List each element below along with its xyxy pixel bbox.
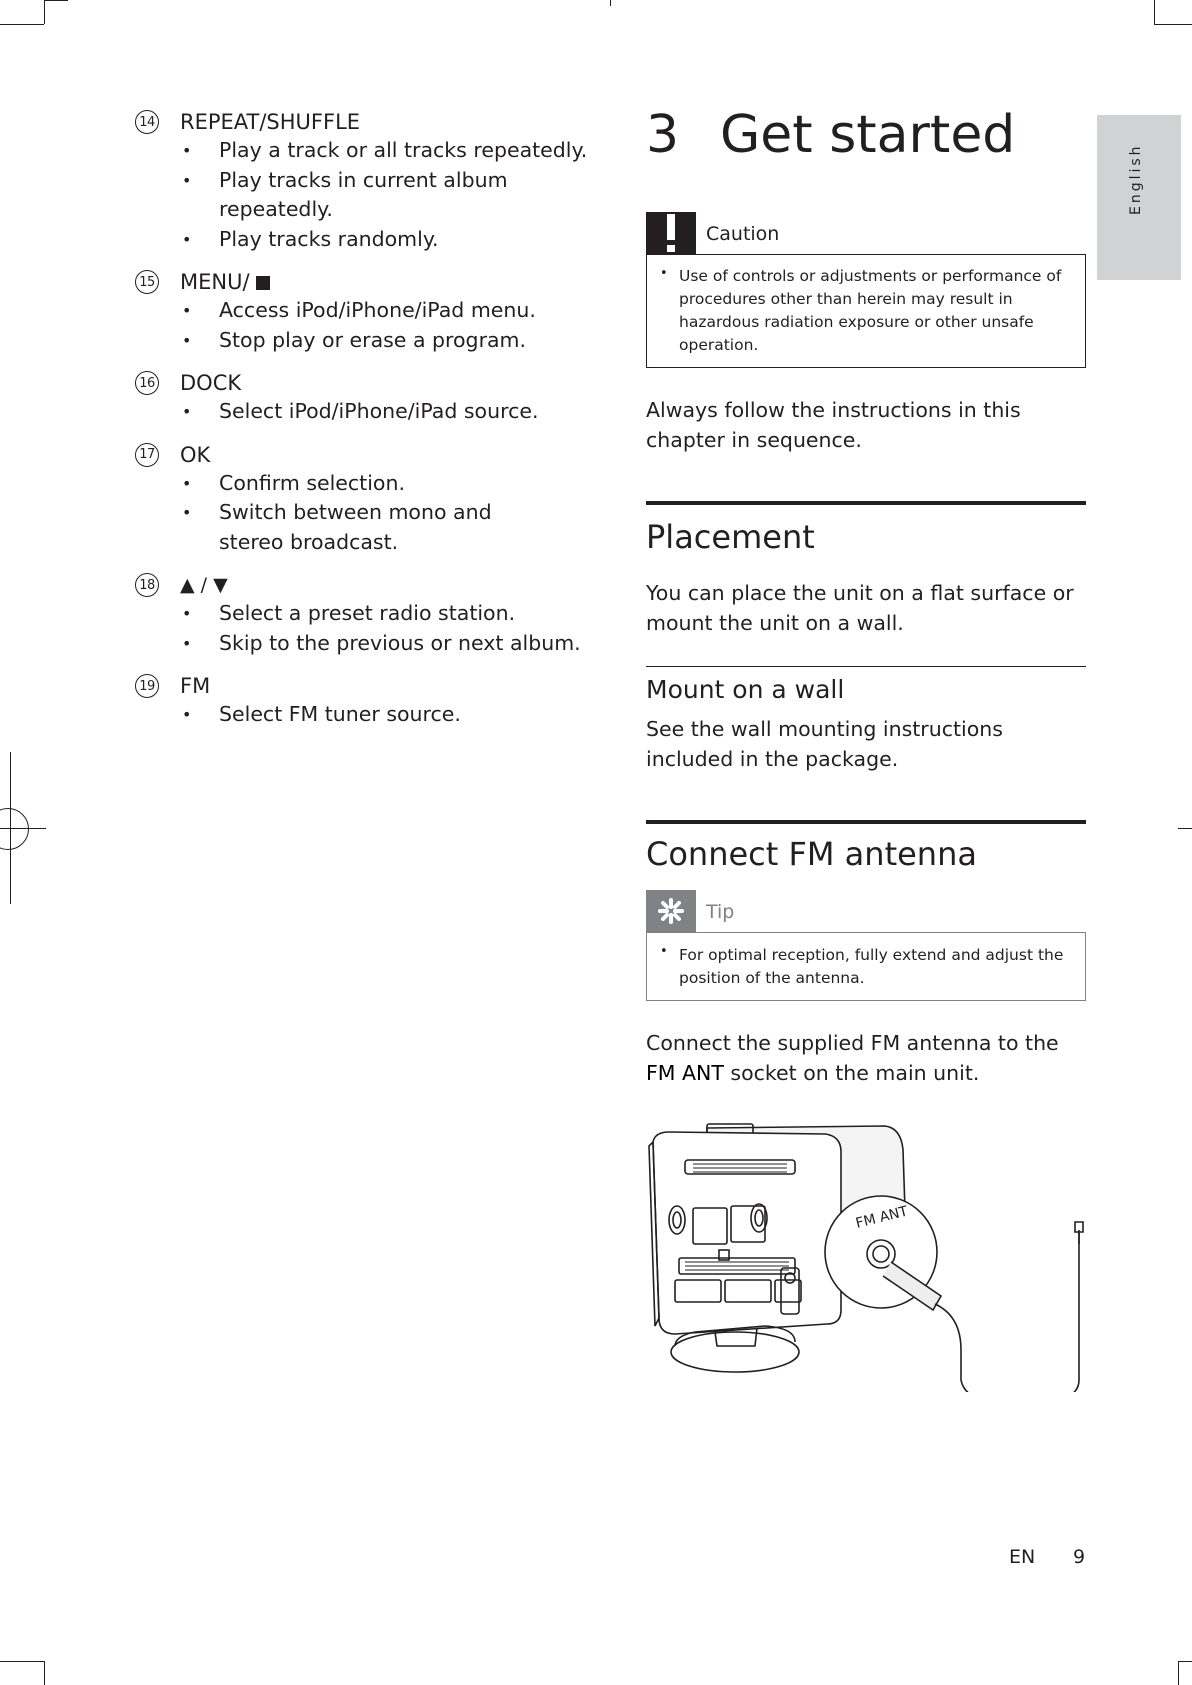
crop-mark (1178, 1661, 1179, 1685)
caution-header (646, 212, 1086, 254)
crop-mark (1154, 0, 1155, 24)
section-rule (646, 820, 1086, 824)
antenna-text-post: socket on the main unit. (730, 1060, 980, 1085)
fm-ant-label: FM ANT (646, 1060, 724, 1085)
list-item: • Select iPod/iPhone/iPad source. (182, 397, 606, 427)
crop-mark (610, 0, 611, 6)
crop-mark (44, 1661, 45, 1685)
list-item: • Select a preset radio station. (182, 599, 606, 629)
stop-icon (256, 276, 270, 290)
antenna-text-pre: Connect the supplied FM antenna to the (646, 1031, 1059, 1055)
item-number: 14 (135, 110, 159, 134)
item-title: REPEAT/SHUFFLE (180, 110, 361, 134)
crop-mark (0, 24, 44, 25)
list-item: • Select FM tuner source. (182, 700, 606, 730)
language-label: English (1128, 143, 1144, 215)
item-title: DOCK (180, 371, 242, 395)
list-item: • Play a track or all tracks repeatedly. (182, 136, 606, 166)
chapter-title (646, 100, 1086, 170)
placement-text: You can place the unit on a flat surface or mount the unit on a wall. (646, 581, 1074, 635)
asterisk-icon (646, 890, 696, 932)
language-side-tab (1097, 115, 1181, 280)
item-number: 16 (135, 371, 159, 395)
control-item-17 (136, 441, 606, 558)
exclamation-icon (646, 212, 696, 254)
item-title: OK (180, 442, 211, 467)
control-item-19 (136, 672, 606, 730)
crop-mark (44, 0, 45, 24)
intro-text: Always follow the instructions in this chapter in sequence. (646, 398, 1021, 452)
page-number: 9 (1073, 1546, 1086, 1568)
caution-label: Caution (706, 223, 780, 245)
list-item: • Skip to the previous or next album. (182, 629, 606, 659)
section-rule (646, 501, 1086, 505)
control-item-16 (136, 369, 606, 427)
placement-heading: Placement (646, 518, 815, 556)
antenna-instruction (646, 1029, 1086, 1088)
registration-circle (0, 808, 29, 850)
crop-mark (1178, 1661, 1192, 1662)
list-item: • Stop play or erase a program. (182, 326, 606, 356)
item-title: MENU/ (180, 270, 250, 294)
crop-mark (1178, 828, 1192, 829)
subsection-rule (646, 666, 1086, 667)
crop-mark (1154, 24, 1192, 25)
controls-list (136, 108, 606, 744)
control-item-14 (136, 108, 606, 254)
tip-text: For optimal reception, fully extend and adjust the position of the antenna. (679, 946, 1064, 987)
list-item: • Play tracks in current album repeatedly. (182, 166, 606, 225)
item-number: 15 (135, 270, 159, 294)
tip-box: • For optimal reception, fully extend and adjust the position of the antenna. (646, 932, 1086, 1001)
chapter-number: 3 (646, 105, 680, 165)
list-item: • Play tracks randomly. (182, 225, 606, 255)
get-started-section (646, 100, 1086, 1088)
control-item-18 (136, 571, 606, 658)
tip-header (646, 890, 1086, 932)
caution-box: • Use of controls or adjustments or performance of procedures other than herein may result in hazardous radiation exposure or other unsafe operation. (646, 254, 1086, 368)
item-number: 19 (135, 674, 159, 698)
crop-mark (44, 0, 68, 1)
list-item: • Switch between mono and stereo broadcast. (182, 498, 542, 557)
item-title: FM (180, 674, 211, 698)
tip-label: Tip (706, 901, 735, 923)
footer-language: EN (1009, 1546, 1036, 1568)
fm-antenna-illustration (645, 1120, 1085, 1392)
chapter-heading: Get started (720, 105, 1016, 165)
item-title: ▲ / ▼ (180, 574, 228, 596)
caution-text: Use of controls or adjustments or performance of procedures other than herein may result in hazardous radiation exposure or other unsafe operation. (679, 267, 1062, 354)
fm-ant-figure-label: FM ANT (854, 1203, 910, 1232)
control-item-15 (136, 268, 606, 355)
antenna-heading: Connect FM antenna (646, 835, 977, 873)
crop-mark (0, 1661, 44, 1662)
list-item: • Access iPod/iPhone/iPad menu. (182, 296, 606, 326)
mount-text: See the wall mounting instructions included in the package. (646, 717, 1003, 771)
list-item: • Confirm selection. (182, 469, 542, 499)
item-number: 18 (135, 573, 159, 597)
mount-heading: Mount on a wall (646, 675, 845, 704)
item-number: 17 (135, 443, 159, 467)
